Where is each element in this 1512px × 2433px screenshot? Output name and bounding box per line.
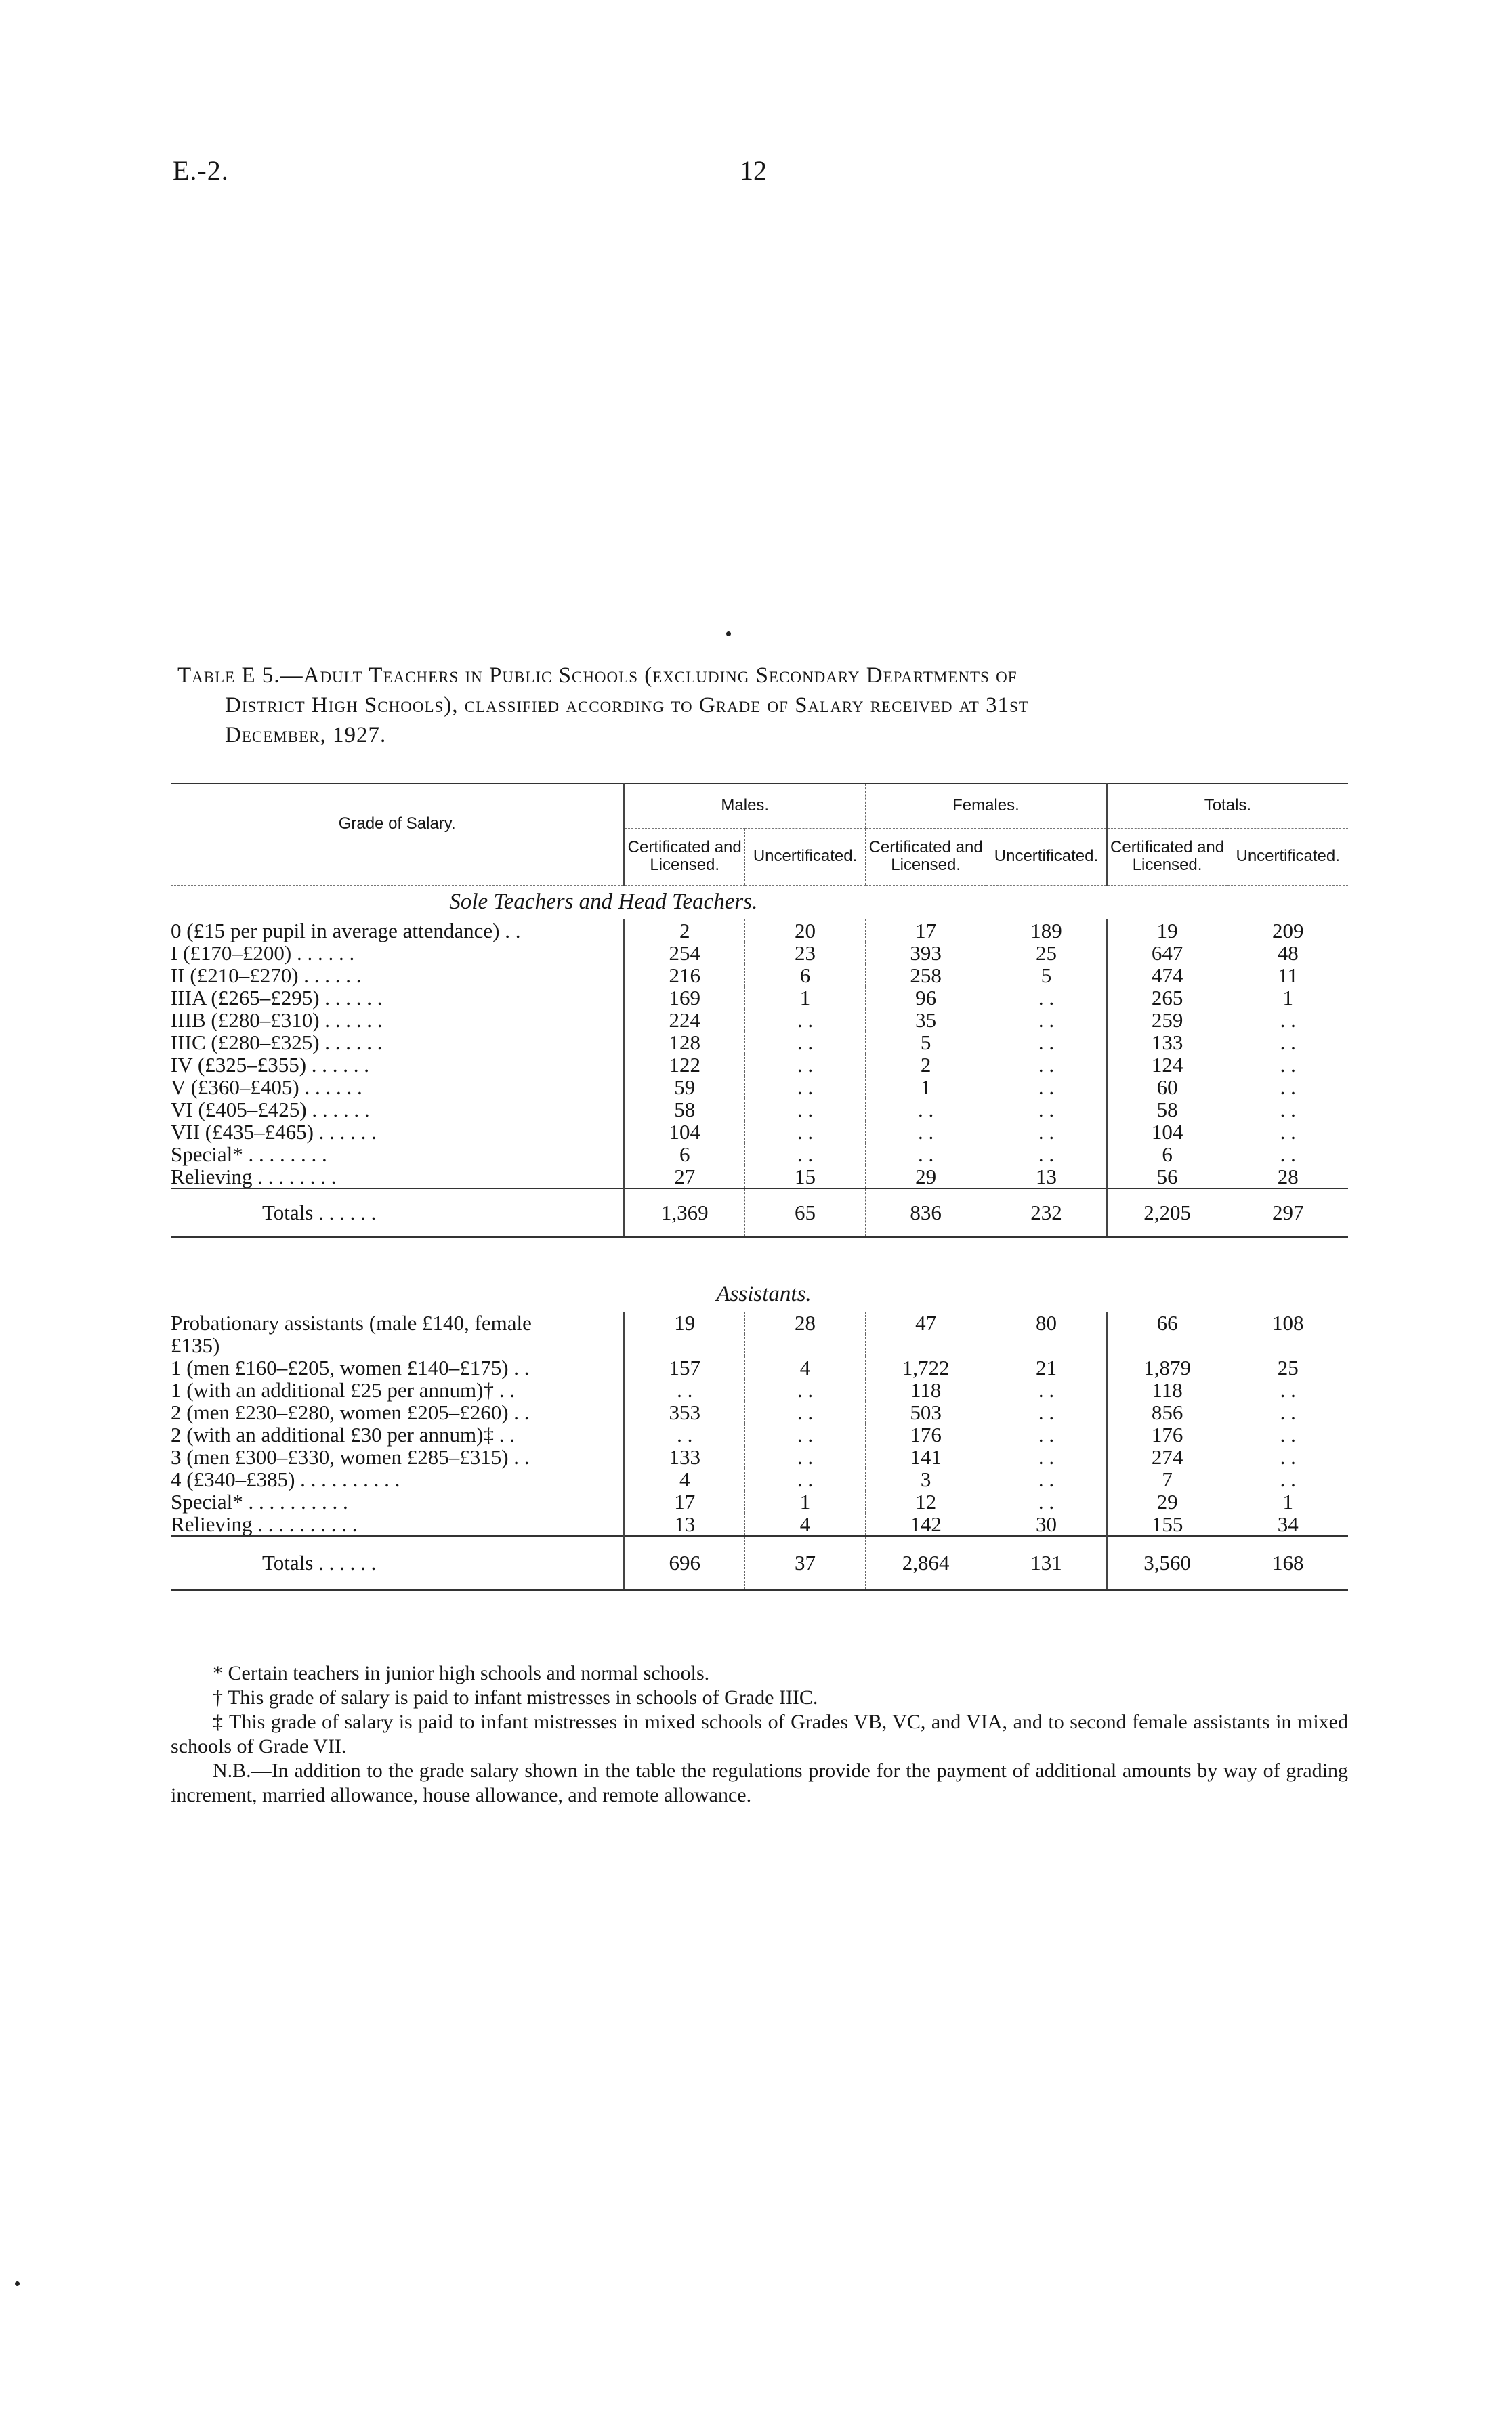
total-cell: 65 bbox=[744, 1188, 865, 1237]
value-cell: 66 bbox=[1107, 1312, 1227, 1334]
table-row bbox=[171, 1098, 1348, 1121]
value-cell: . . bbox=[744, 1379, 865, 1401]
value-cell: 503 bbox=[866, 1401, 986, 1423]
value-cell: 6 bbox=[624, 1143, 744, 1165]
value-cell: 274 bbox=[1107, 1446, 1227, 1468]
value-cell: 96 bbox=[866, 986, 986, 1009]
table-caption bbox=[177, 661, 1348, 750]
value-cell: 48 bbox=[1227, 942, 1348, 964]
grade-label: 0 (£15 per pupil in average attendance) . . bbox=[171, 918, 521, 942]
value-cell: 1 bbox=[744, 1491, 865, 1513]
value-cell: 2 bbox=[866, 1054, 986, 1076]
value-cell: . . bbox=[986, 1423, 1107, 1446]
grade-label: 3 (men £300–£330, women £285–£315) . . bbox=[171, 1444, 530, 1469]
value-cell: 157 bbox=[624, 1356, 744, 1379]
value-cell: 176 bbox=[866, 1423, 986, 1446]
table-row bbox=[171, 942, 1348, 964]
value-cell: . . bbox=[1227, 1121, 1348, 1143]
value-cell: 122 bbox=[624, 1054, 744, 1076]
value-cell: 133 bbox=[1107, 1031, 1227, 1054]
value-cell: 1 bbox=[744, 986, 865, 1009]
table-row bbox=[171, 1143, 1348, 1165]
value-cell: . . bbox=[986, 1491, 1107, 1513]
value-cell: 80 bbox=[986, 1312, 1107, 1334]
grade-label: IV (£325–£355) . . . . . . bbox=[171, 1052, 370, 1077]
table-row bbox=[171, 1031, 1348, 1054]
value-cell: . . bbox=[1227, 1379, 1348, 1401]
value-cell: . . bbox=[624, 1423, 744, 1446]
value-cell: 3 bbox=[866, 1468, 986, 1491]
sole-section-heading: Sole Teachers and Head Teachers. bbox=[449, 890, 758, 914]
footnote-dagger: † This grade of salary is paid to infant mistresses in schools of Grade IIIC. bbox=[213, 1686, 818, 1709]
value-cell: . . bbox=[744, 1423, 865, 1446]
caption-line-2: District High Schools), classified according to Grade of Salary received at 31st bbox=[225, 693, 1029, 718]
value-cell: . . bbox=[986, 1076, 1107, 1098]
value-cell: . . bbox=[1227, 1446, 1348, 1468]
document-reference: E.-2. bbox=[173, 155, 229, 186]
value-cell: . . bbox=[986, 1143, 1107, 1165]
value-cell: 2 bbox=[624, 919, 744, 942]
footnote-asterisk: * Certain teachers in junior high schools and normal schools. bbox=[213, 1662, 710, 1684]
value-cell: . . bbox=[986, 1468, 1107, 1491]
total-cell: 1,369 bbox=[624, 1188, 744, 1237]
grade-label: Relieving . . . . . . . . bbox=[171, 1164, 337, 1188]
males-header: Males. bbox=[624, 783, 865, 828]
grade-label: V (£360–£405) . . . . . . bbox=[171, 1075, 362, 1099]
value-cell: 58 bbox=[1107, 1098, 1227, 1121]
grade-label: I (£170–£200) . . . . . . bbox=[171, 940, 355, 965]
value-cell: . . bbox=[986, 1054, 1107, 1076]
table-row bbox=[171, 1009, 1348, 1031]
value-cell bbox=[1107, 1334, 1227, 1356]
value-cell: 21 bbox=[986, 1356, 1107, 1379]
value-cell: . . bbox=[744, 1076, 865, 1098]
sole-totals-row bbox=[171, 1188, 1348, 1237]
value-cell: 104 bbox=[1107, 1121, 1227, 1143]
value-cell: . . bbox=[986, 1031, 1107, 1054]
value-cell: 353 bbox=[624, 1401, 744, 1423]
value-cell: 47 bbox=[866, 1312, 986, 1334]
total-cell: 168 bbox=[1227, 1536, 1348, 1590]
total-cell: 131 bbox=[986, 1536, 1107, 1590]
totals-certificated-header: Certificated and Licensed. bbox=[1107, 828, 1227, 885]
value-cell: . . bbox=[744, 1446, 865, 1468]
value-cell: 254 bbox=[624, 942, 744, 964]
table-row bbox=[171, 1423, 1348, 1446]
value-cell: 265 bbox=[1107, 986, 1227, 1009]
value-cell: . . bbox=[1227, 1468, 1348, 1491]
assistants-totals-label: Totals . . . . . . bbox=[171, 1536, 624, 1590]
value-cell: . . bbox=[744, 1468, 865, 1491]
value-cell: 11 bbox=[1227, 964, 1348, 986]
value-cell: 1 bbox=[866, 1076, 986, 1098]
value-cell: 15 bbox=[744, 1165, 865, 1188]
value-cell: 29 bbox=[1107, 1491, 1227, 1513]
value-cell: 58 bbox=[624, 1098, 744, 1121]
sole-totals-label: Totals . . . . . . bbox=[171, 1188, 624, 1237]
value-cell: . . bbox=[1227, 1098, 1348, 1121]
value-cell: 133 bbox=[624, 1446, 744, 1468]
value-cell: . . bbox=[744, 1031, 865, 1054]
value-cell: . . bbox=[986, 1401, 1107, 1423]
grade-label: Special* . . . . . . . . bbox=[171, 1142, 327, 1166]
value-cell: . . bbox=[986, 1121, 1107, 1143]
value-cell: . . bbox=[986, 1379, 1107, 1401]
value-cell: 141 bbox=[866, 1446, 986, 1468]
table-row bbox=[171, 1379, 1348, 1401]
total-cell: 37 bbox=[744, 1536, 865, 1590]
grade-label: IIIB (£280–£310) . . . . . . bbox=[171, 1007, 383, 1032]
grade-label: 2 (with an additional £30 per annum)‡ . . bbox=[171, 1422, 515, 1447]
grade-label: 1 (men £160–£205, women £140–£175) . . bbox=[171, 1355, 530, 1379]
value-cell: . . bbox=[986, 986, 1107, 1009]
value-cell: 12 bbox=[866, 1491, 986, 1513]
section-heading-row bbox=[171, 885, 1348, 919]
value-cell: 128 bbox=[624, 1031, 744, 1054]
value-cell: 29 bbox=[866, 1165, 986, 1188]
value-cell: 224 bbox=[624, 1009, 744, 1031]
value-cell: 647 bbox=[1107, 942, 1227, 964]
grade-label: 4 (£340–£385) . . . . . . . . . . bbox=[171, 1467, 400, 1491]
value-cell: 35 bbox=[866, 1009, 986, 1031]
value-cell: 28 bbox=[744, 1312, 865, 1334]
value-cell: . . bbox=[986, 1009, 1107, 1031]
assistants-totals-row bbox=[171, 1536, 1348, 1590]
total-cell: 232 bbox=[986, 1188, 1107, 1237]
grade-label: IIIA (£265–£295) . . . . . . bbox=[171, 985, 383, 1010]
value-cell: . . bbox=[986, 1098, 1107, 1121]
value-cell: 25 bbox=[1227, 1356, 1348, 1379]
value-cell: . . bbox=[1227, 1009, 1348, 1031]
stray-mark bbox=[15, 2281, 20, 2286]
value-cell: 474 bbox=[1107, 964, 1227, 986]
value-cell: . . bbox=[624, 1379, 744, 1401]
value-cell: 104 bbox=[624, 1121, 744, 1143]
value-cell bbox=[986, 1334, 1107, 1356]
value-cell: . . bbox=[744, 1009, 865, 1031]
value-cell: 19 bbox=[624, 1312, 744, 1334]
males-certificated-header: Certificated and Licensed. bbox=[624, 828, 744, 885]
footnote-double-dagger: ‡ This grade of salary is paid to infant mistresses in mixed schools of Grades VB, VC, and VIA, and to second female assistants in mixed schools of Grade VII. bbox=[171, 1711, 1348, 1758]
table-row bbox=[171, 1356, 1348, 1379]
value-cell: . . bbox=[1227, 1423, 1348, 1446]
salary-table bbox=[171, 783, 1348, 1591]
value-cell: 124 bbox=[1107, 1054, 1227, 1076]
totals-uncertificated-header: Uncertificated. bbox=[1227, 828, 1348, 885]
total-cell: 3,560 bbox=[1107, 1536, 1227, 1590]
value-cell bbox=[1227, 1334, 1348, 1356]
page-number: 12 bbox=[740, 155, 767, 186]
grade-label: 1 (with an additional £25 per annum)† . . bbox=[171, 1377, 515, 1402]
value-cell: 17 bbox=[866, 919, 986, 942]
footnotes bbox=[171, 1661, 1348, 1808]
value-cell: 169 bbox=[624, 986, 744, 1009]
value-cell: 20 bbox=[744, 919, 865, 942]
grade-label: Relieving . . . . . . . . . . bbox=[171, 1512, 358, 1536]
value-cell: . . bbox=[744, 1098, 865, 1121]
value-cell: . . bbox=[744, 1143, 865, 1165]
grade-label: IIIC (£280–£325) . . . . . . bbox=[171, 1030, 383, 1054]
value-cell: 4 bbox=[744, 1513, 865, 1536]
value-cell: 13 bbox=[624, 1513, 744, 1536]
table-row bbox=[171, 1334, 1348, 1356]
value-cell: . . bbox=[1227, 1401, 1348, 1423]
value-cell: 28 bbox=[1227, 1165, 1348, 1188]
value-cell: 6 bbox=[744, 964, 865, 986]
table-row bbox=[171, 1401, 1348, 1423]
value-cell: . . bbox=[744, 1401, 865, 1423]
value-cell: 142 bbox=[866, 1513, 986, 1536]
table-row bbox=[171, 986, 1348, 1009]
table-row bbox=[171, 1468, 1348, 1491]
total-cell: 836 bbox=[866, 1188, 986, 1237]
grade-label: Special* . . . . . . . . . . bbox=[171, 1489, 348, 1514]
value-cell bbox=[624, 1334, 744, 1356]
value-cell: 1,879 bbox=[1107, 1356, 1227, 1379]
value-cell: 118 bbox=[1107, 1379, 1227, 1401]
value-cell: 7 bbox=[1107, 1468, 1227, 1491]
table-row bbox=[171, 1165, 1348, 1188]
value-cell: 30 bbox=[986, 1513, 1107, 1536]
value-cell: 155 bbox=[1107, 1513, 1227, 1536]
caption-line-1: Table E 5.—Adult Teachers in Public Schools (excluding Secondary Departments of bbox=[177, 663, 1017, 688]
value-cell: 1 bbox=[1227, 1491, 1348, 1513]
value-cell: . . bbox=[744, 1121, 865, 1143]
males-uncertificated-header: Uncertificated. bbox=[744, 828, 865, 885]
value-cell: 259 bbox=[1107, 1009, 1227, 1031]
grade-label: II (£210–£270) . . . . . . bbox=[171, 963, 362, 987]
value-cell: 209 bbox=[1227, 919, 1348, 942]
value-cell: 17 bbox=[624, 1491, 744, 1513]
section-heading-row bbox=[171, 1278, 1348, 1312]
assistants-section-heading: Assistants. bbox=[716, 1282, 812, 1306]
grade-label: 2 (men £230–£280, women £205–£260) . . bbox=[171, 1400, 530, 1424]
table-row bbox=[171, 1513, 1348, 1536]
females-header: Females. bbox=[866, 783, 1107, 828]
grade-column-header: Grade of Salary. bbox=[171, 783, 624, 885]
value-cell: . . bbox=[866, 1098, 986, 1121]
females-certificated-header: Certificated and Licensed. bbox=[866, 828, 986, 885]
value-cell: 6 bbox=[1107, 1143, 1227, 1165]
value-cell: 5 bbox=[986, 964, 1107, 986]
grade-label: Probationary assistants (male £140, female bbox=[171, 1310, 532, 1335]
table-row bbox=[171, 1491, 1348, 1513]
value-cell: . . bbox=[986, 1446, 1107, 1468]
value-cell: 118 bbox=[866, 1379, 986, 1401]
value-cell: 25 bbox=[986, 942, 1107, 964]
caption-line-3: December, 1927. bbox=[225, 723, 387, 747]
table-row bbox=[171, 1312, 1348, 1334]
value-cell: . . bbox=[1227, 1054, 1348, 1076]
value-cell: 4 bbox=[624, 1468, 744, 1491]
table-row bbox=[171, 1054, 1348, 1076]
footnote-nb: N.B.—In addition to the grade salary shown in the table the regulations provide for the payment of additional amounts by way of grading increment, married allowance, house allowance, and remote allowance. bbox=[171, 1760, 1348, 1806]
value-cell: 13 bbox=[986, 1165, 1107, 1188]
value-cell: 56 bbox=[1107, 1165, 1227, 1188]
grade-label: £135) bbox=[171, 1333, 220, 1357]
table-row bbox=[171, 1121, 1348, 1143]
table-row bbox=[171, 1446, 1348, 1468]
stray-mark bbox=[726, 631, 731, 636]
value-cell: 393 bbox=[866, 942, 986, 964]
value-cell: 59 bbox=[624, 1076, 744, 1098]
value-cell: 4 bbox=[744, 1356, 865, 1379]
value-cell: 216 bbox=[624, 964, 744, 986]
value-cell: 5 bbox=[866, 1031, 986, 1054]
value-cell bbox=[866, 1334, 986, 1356]
value-cell: 189 bbox=[986, 919, 1107, 942]
total-cell: 2,205 bbox=[1107, 1188, 1227, 1237]
value-cell: 27 bbox=[624, 1165, 744, 1188]
value-cell: 19 bbox=[1107, 919, 1227, 942]
total-cell: 297 bbox=[1227, 1188, 1348, 1237]
value-cell: 23 bbox=[744, 942, 865, 964]
value-cell: 1,722 bbox=[866, 1356, 986, 1379]
value-cell: 856 bbox=[1107, 1401, 1227, 1423]
value-cell: 60 bbox=[1107, 1076, 1227, 1098]
total-cell: 696 bbox=[624, 1536, 744, 1590]
value-cell: 34 bbox=[1227, 1513, 1348, 1536]
value-cell: . . bbox=[866, 1143, 986, 1165]
table-row bbox=[171, 1076, 1348, 1098]
grade-label: VII (£435–£465) . . . . . . bbox=[171, 1119, 377, 1144]
females-uncertificated-header: Uncertificated. bbox=[986, 828, 1107, 885]
value-cell: . . bbox=[1227, 1031, 1348, 1054]
value-cell: 176 bbox=[1107, 1423, 1227, 1446]
value-cell: . . bbox=[744, 1054, 865, 1076]
table-row bbox=[171, 919, 1348, 942]
totals-header: Totals. bbox=[1107, 783, 1348, 828]
value-cell: 258 bbox=[866, 964, 986, 986]
value-cell: . . bbox=[866, 1121, 986, 1143]
total-cell: 2,864 bbox=[866, 1536, 986, 1590]
value-cell: 1 bbox=[1227, 986, 1348, 1009]
grade-label: VI (£405–£425) . . . . . . bbox=[171, 1097, 370, 1121]
value-cell: 108 bbox=[1227, 1312, 1348, 1334]
value-cell bbox=[744, 1334, 865, 1356]
table-row bbox=[171, 964, 1348, 986]
value-cell: . . bbox=[1227, 1076, 1348, 1098]
value-cell: . . bbox=[1227, 1143, 1348, 1165]
